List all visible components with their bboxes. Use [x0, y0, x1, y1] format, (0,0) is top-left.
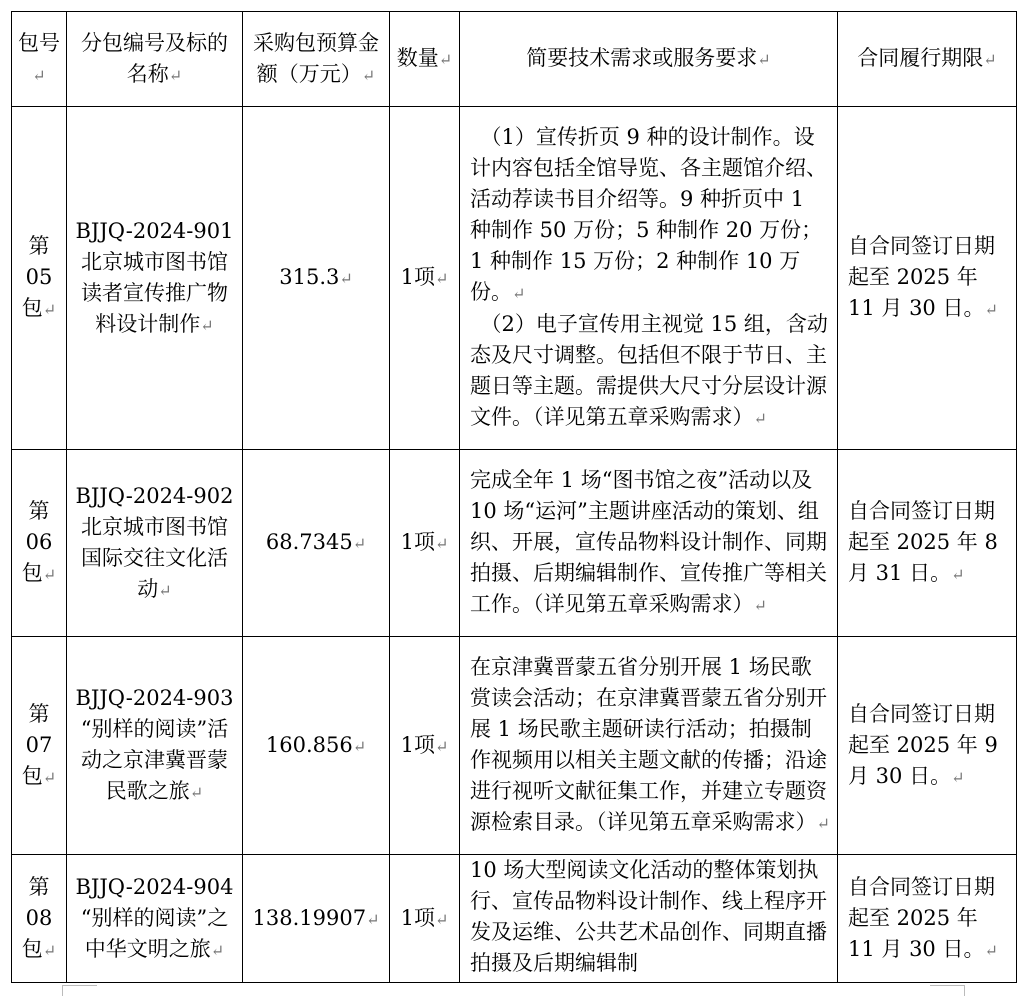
table-row — [12, 107, 1017, 450]
package-title: “别样的阅读”活动之京津冀晋蒙民歌之旅↵ — [80, 717, 229, 803]
req-paragraph-2: （2）电子宣传用主视觉 15 组，含动态及尺寸调整。包括但不限于节日、主题日等主题。需提供大尺寸分层设计源文件。（详见第五章采购需求）↵ — [470, 312, 828, 429]
package-title: 北京城市图书馆国际交往文化活动↵ — [81, 514, 228, 601]
cell-req: 在京津冀晋蒙五省分别开展 1 场民歌赏读会活动；在京津冀晋蒙五省分别开展 1 场民歌主题研读行活动；拍摄制作视频用以相关主题文献的传播；沿途进行视听文献征集工作，并建立专题资源检索目录。（详见第五章采购需求）↵ — [460, 637, 838, 855]
header-req: 简要技术需求或服务要求↵ — [460, 12, 838, 107]
cell-pkg: 第06包↵ — [12, 450, 67, 637]
cell-period: 自合同签订日期起至 2025 年 8 月 31 日。↵ — [838, 450, 1017, 637]
cell-qty: 1项↵ — [390, 855, 460, 983]
cell-pkg: 第07包↵ — [12, 637, 67, 855]
cell-qty: 1项↵ — [390, 637, 460, 855]
cell-budget: 315.3↵ — [243, 107, 390, 450]
page-corner-mark-left — [62, 985, 97, 996]
cell-qty: 1项↵ — [390, 450, 460, 637]
cell-period: 自合同签订日期起至 2025 年 11 月 30 日。↵ — [838, 855, 1017, 983]
header-period: 合同履行期限↵ — [838, 12, 1017, 107]
package-code: BJJQ-2024-904 — [75, 874, 234, 899]
cell-req: 10 场大型阅读文化活动的整体策划执行、宣传品物料设计制作、线上程序开发及运维、公共艺术品创作、同期直播拍摄及后期编辑制 — [460, 855, 838, 983]
package-code: BJJQ-2024-901 — [75, 218, 234, 243]
cell-pkg: 第08包↵ — [12, 855, 67, 983]
cell-qty: 1项↵ — [390, 107, 460, 450]
header-name: 分包编号及标的名称↵ — [67, 12, 243, 107]
package-title: 北京城市图书馆读者宣传推广物料设计制作↵ — [81, 249, 228, 336]
header-qty: 数量↵ — [390, 12, 460, 107]
cell-budget: 68.7345↵ — [243, 450, 390, 637]
cell-budget: 160.856↵ — [243, 637, 390, 855]
cell-pkg: 第05包↵ — [12, 107, 67, 450]
header-row — [12, 12, 1017, 107]
page-corner-mark-right — [930, 985, 965, 996]
cell-name — [67, 637, 243, 855]
cell-period: 自合同签订日期起至 2025 年 11 月 30 日。↵ — [838, 107, 1017, 450]
package-code: BJJQ-2024-902 — [75, 483, 234, 508]
cell-name — [67, 107, 243, 450]
table-row — [12, 450, 1017, 637]
procurement-table — [11, 11, 1017, 983]
header-pkg: 包号↵ — [12, 12, 67, 107]
header-budget: 采购包预算金额（万元）↵ — [243, 12, 390, 107]
cell-period: 自合同签订日期起至 2025 年 9 月 30 日。↵ — [838, 637, 1017, 855]
cell-name — [67, 450, 243, 637]
cell-name — [67, 855, 243, 983]
table-row — [12, 855, 1017, 983]
req-paragraph-1: （1）宣传折页 9 种的设计制作。设计内容包括全馆导览、各主题馆介绍、活动荐读书目介绍等。9 种折页中 1 种制作 50 万份；5 种制作 20 万份；1 种制作 15 万份；2 种制作 10 万份。↵ — [470, 125, 827, 304]
cell-req — [460, 107, 838, 450]
cell-budget: 138.19907↵ — [243, 855, 390, 983]
cell-req: 完成全年 1 场“图书馆之夜”活动以及 10 场“运河”主题讲座活动的策划、组织、开展，宣传品物料设计制作、同期拍摄、后期编辑制作、宣传推广等相关工作。（详见第五章采购需求）↵ — [460, 450, 838, 637]
table-row — [12, 637, 1017, 855]
package-title: “别样的阅读”之中华文明之旅↵ — [80, 905, 229, 961]
package-code: BJJQ-2024-903 — [75, 686, 234, 710]
